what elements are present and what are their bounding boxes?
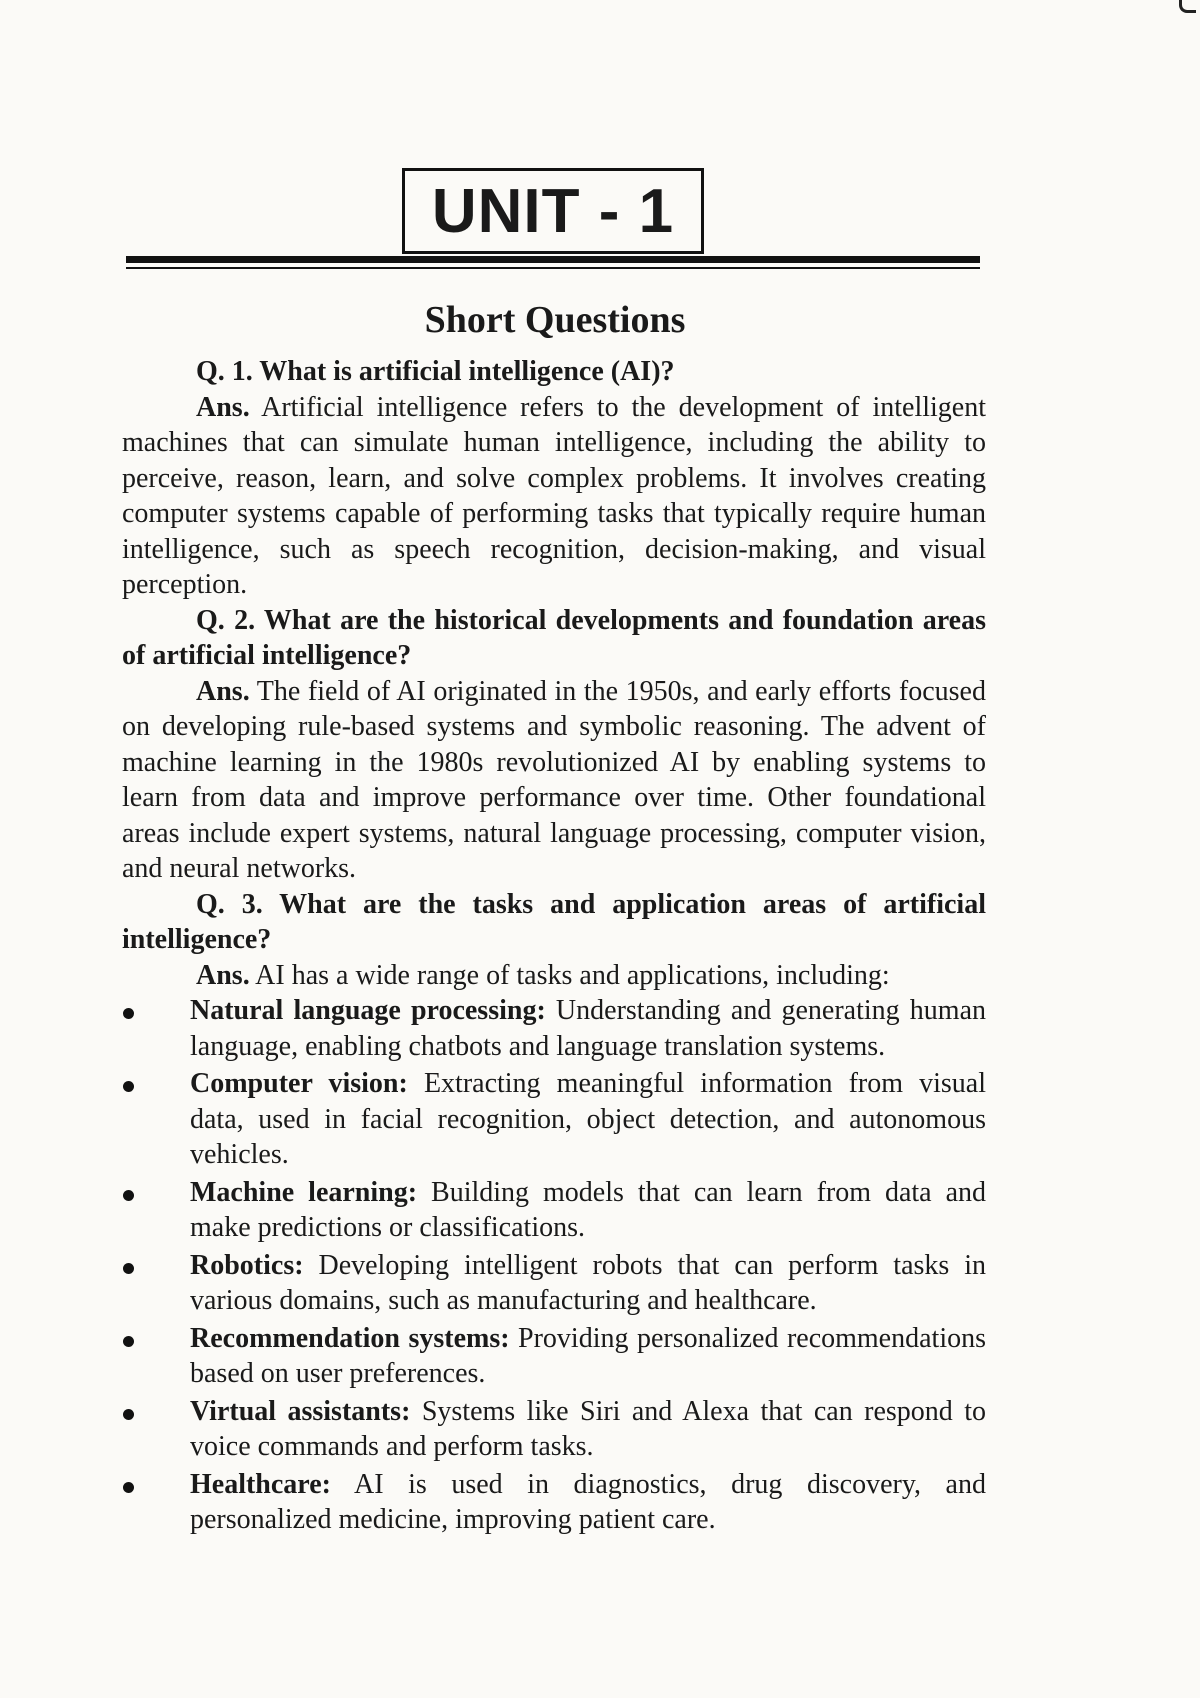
- answer-2: [122, 674, 986, 887]
- page-content: [122, 354, 986, 1540]
- list-item-text: Understanding and generating human language, enabling chatbots and language translation systems.: [190, 995, 986, 1062]
- answer-2-label: Ans.: [196, 675, 250, 707]
- bullet-icon: [123, 1190, 134, 1201]
- question-2: [122, 603, 986, 674]
- list-item-term: Healthcare:: [190, 1468, 331, 1500]
- list-item: [122, 1175, 986, 1246]
- answer-2-text: The field of AI originated in the 1950s, and early efforts focused on developing rule-based systems and symbolic reasoning. The advent of machine learning in the 1980s revolutionized AI by enabling systems to learn from data and improve performance over time. Other foundational areas include expert systems, natural language processing, computer vision, and neural networks.: [122, 675, 986, 884]
- answer-3-text: AI has a wide range of tasks and applications, including:: [255, 959, 890, 991]
- list-item-term: Computer vision:: [190, 1068, 408, 1099]
- list-item-text: AI is used in diagnostics, drug discovery, and personalized medicine, improving patient care.: [190, 1468, 986, 1535]
- section-title: Short Questions: [424, 299, 686, 341]
- answer-3-label: Ans.: [196, 959, 250, 991]
- question-2-text: Q. 2. What are the historical developments and foundation areas of artificial intelligence?: [122, 604, 986, 671]
- answer-1: [122, 390, 986, 603]
- answer-1-label: Ans.: [196, 391, 250, 423]
- list-item-term: Recommendation systems:: [190, 1322, 510, 1354]
- list-item-text: Providing personalized recommendations based on user preferences.: [190, 1322, 986, 1389]
- application-list: [122, 993, 986, 1538]
- answer-3: [122, 958, 986, 994]
- list-item-text: Building models that can learn from data and make predictions or classifications.: [190, 1176, 986, 1243]
- bullet-icon: [123, 1081, 134, 1092]
- page-corner-mark: [1179, 0, 1196, 13]
- bullet-icon: [123, 1482, 134, 1493]
- list-item-term: Machine learning:: [190, 1176, 418, 1208]
- list-item-text: Systems like Siri and Alexa that can respond to voice commands and perform tasks.: [190, 1395, 986, 1462]
- unit-title: UNIT - 1: [431, 176, 675, 246]
- bullet-icon: [123, 1008, 134, 1019]
- bullet-icon: [123, 1409, 134, 1420]
- question-3-text: Q. 3. What are the tasks and application areas of artificial intelligence?: [122, 888, 986, 955]
- list-item-text: Developing intelligent robots that can perform tasks in various domains, such as manufacturing and healthcare.: [190, 1249, 986, 1316]
- header-rule-thin: [126, 267, 980, 269]
- unit-title-box: [402, 168, 704, 254]
- list-item-term: Virtual assistants:: [190, 1395, 411, 1427]
- answer-1-text: Artificial intelligence refers to the development of intelligent machines that can simulate human intelligence, including the ability to perceive, reason, learn, and solve complex problems. It involves creating computer systems capable of performing tasks that typically require human intelligence, such as speech recognition, decision-making, and visual perception.: [122, 391, 986, 600]
- list-item: [122, 1321, 986, 1392]
- list-item-text: Extracting meaningful information from visual data, used in facial recognition, object detection, and autonomous vehicles.: [190, 1068, 986, 1170]
- bullet-icon: [123, 1336, 134, 1347]
- list-item: [122, 993, 986, 1064]
- list-item: [122, 1467, 986, 1538]
- list-item: [122, 1394, 986, 1465]
- header-rule-thick: [126, 256, 980, 263]
- question-1: [122, 354, 986, 390]
- question-1-text: Q. 1. What is artificial intelligence (AI)?: [196, 356, 675, 387]
- list-item-term: Natural language processing:: [190, 995, 546, 1026]
- bullet-icon: [123, 1263, 134, 1274]
- list-item-term: Robotics:: [190, 1249, 304, 1281]
- list-item: [122, 1066, 986, 1173]
- question-3: [122, 887, 986, 958]
- list-item: [122, 1248, 986, 1319]
